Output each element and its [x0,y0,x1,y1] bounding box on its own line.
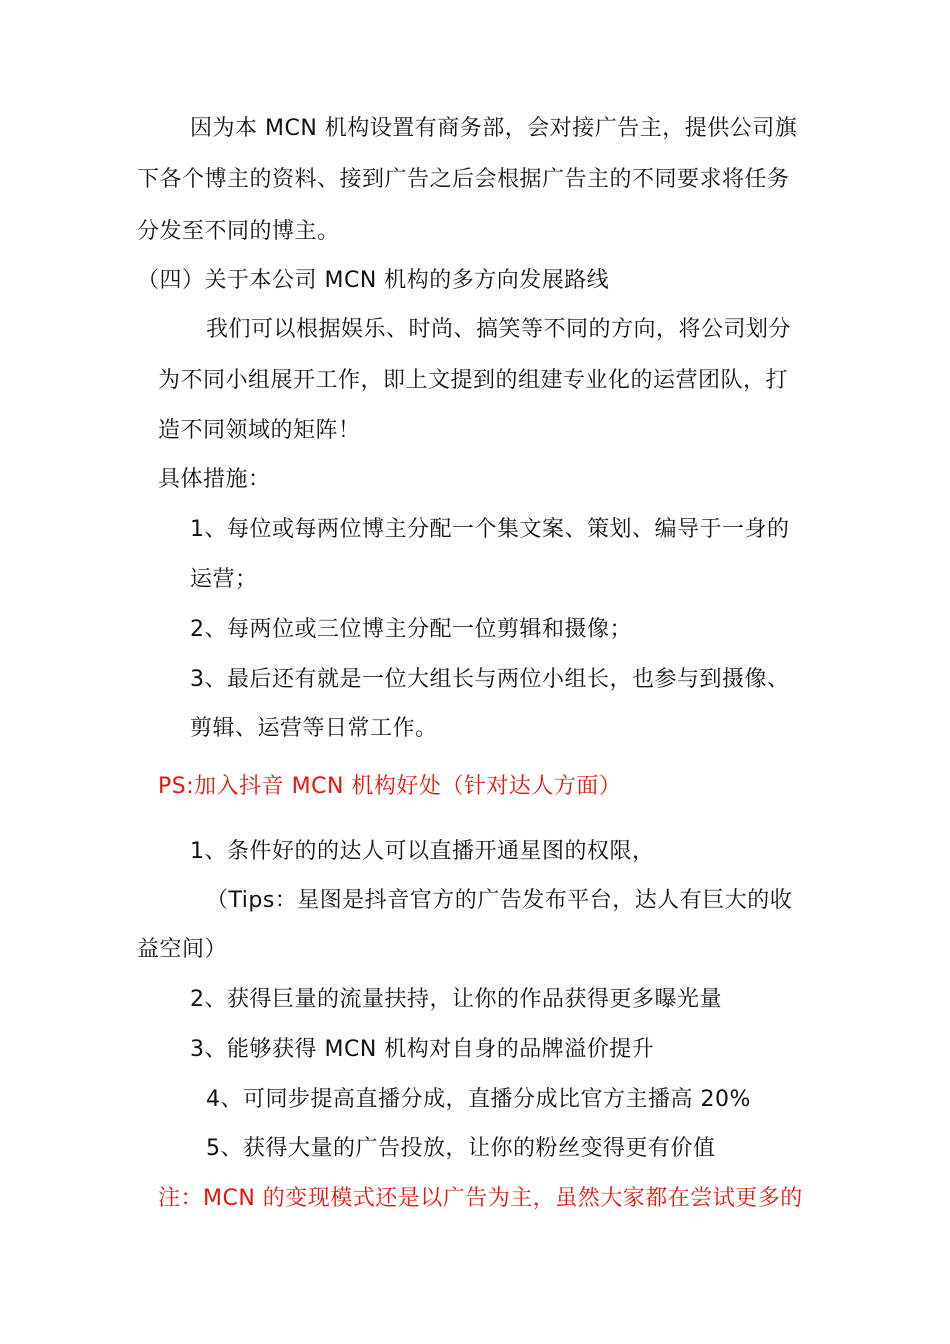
paragraph-1-line-3: 分发至不同的博主。 [137,219,340,244]
measure-item-1-line-2: 运营； [190,567,258,592]
benefit-item-3: 3、能够获得 MCN 机构对自身的品牌溢价提升 [190,1037,655,1062]
benefit-tips-line-2: 益空间） [137,937,228,962]
paragraph-2-line-3: 造不同领域的矩阵！ [158,418,361,443]
paragraph-2-line-2: 为不同小组展开工作，即上文提到的组建专业化的运营团队，打 [158,368,789,393]
measure-item-1-line-1: 1、每位或每两位博主分配一个集文案、策划、编导于一身的 [190,517,790,542]
measure-item-3-line-2: 剪辑、运营等日常工作。 [190,716,438,741]
benefit-item-1: 1、条件好的的达人可以直播开通星图的权限， [190,839,655,864]
paragraph-2-line-1: 我们可以根据娱乐、时尚、搞笑等不同的方向，将公司划分 [206,317,792,342]
note-line: 注：MCN 的变现模式还是以广告为主，虽然大家都在尝试更多的 [158,1186,803,1211]
paragraph-1-line-2: 下各个博主的资料、接到广告之后会根据广告主的不同要求将任务 [137,167,790,192]
benefit-item-5: 5、获得大量的广告投放，让你的粉丝变得更有价值 [206,1136,716,1161]
benefit-item-4: 4、可同步提高直播分成，直播分成比官方主播高 20% [206,1087,751,1112]
paragraph-1-line-1: 因为本 MCN 机构设置有商务部，会对接广告主，提供公司旗 [190,116,798,141]
section-heading-4: （四）关于本公司 MCN 机构的多方向发展路线 [137,268,610,293]
measure-item-2: 2、每两位或三位博主分配一位剪辑和摄像； [190,617,632,642]
measures-title: 具体措施： [158,467,271,492]
ps-heading: PS:加入抖音 MCN 机构好处（针对达人方面） [158,774,622,799]
measure-item-3-line-1: 3、最后还有就是一位大组长与两位小组长，也参与到摄像、 [190,667,790,692]
benefit-tips-line-1: （Tips：星图是抖音官方的广告发布平台，达人有巨大的收 [206,888,793,913]
benefit-item-2: 2、获得巨量的流量扶持，让你的作品获得更多曝光量 [190,987,722,1012]
